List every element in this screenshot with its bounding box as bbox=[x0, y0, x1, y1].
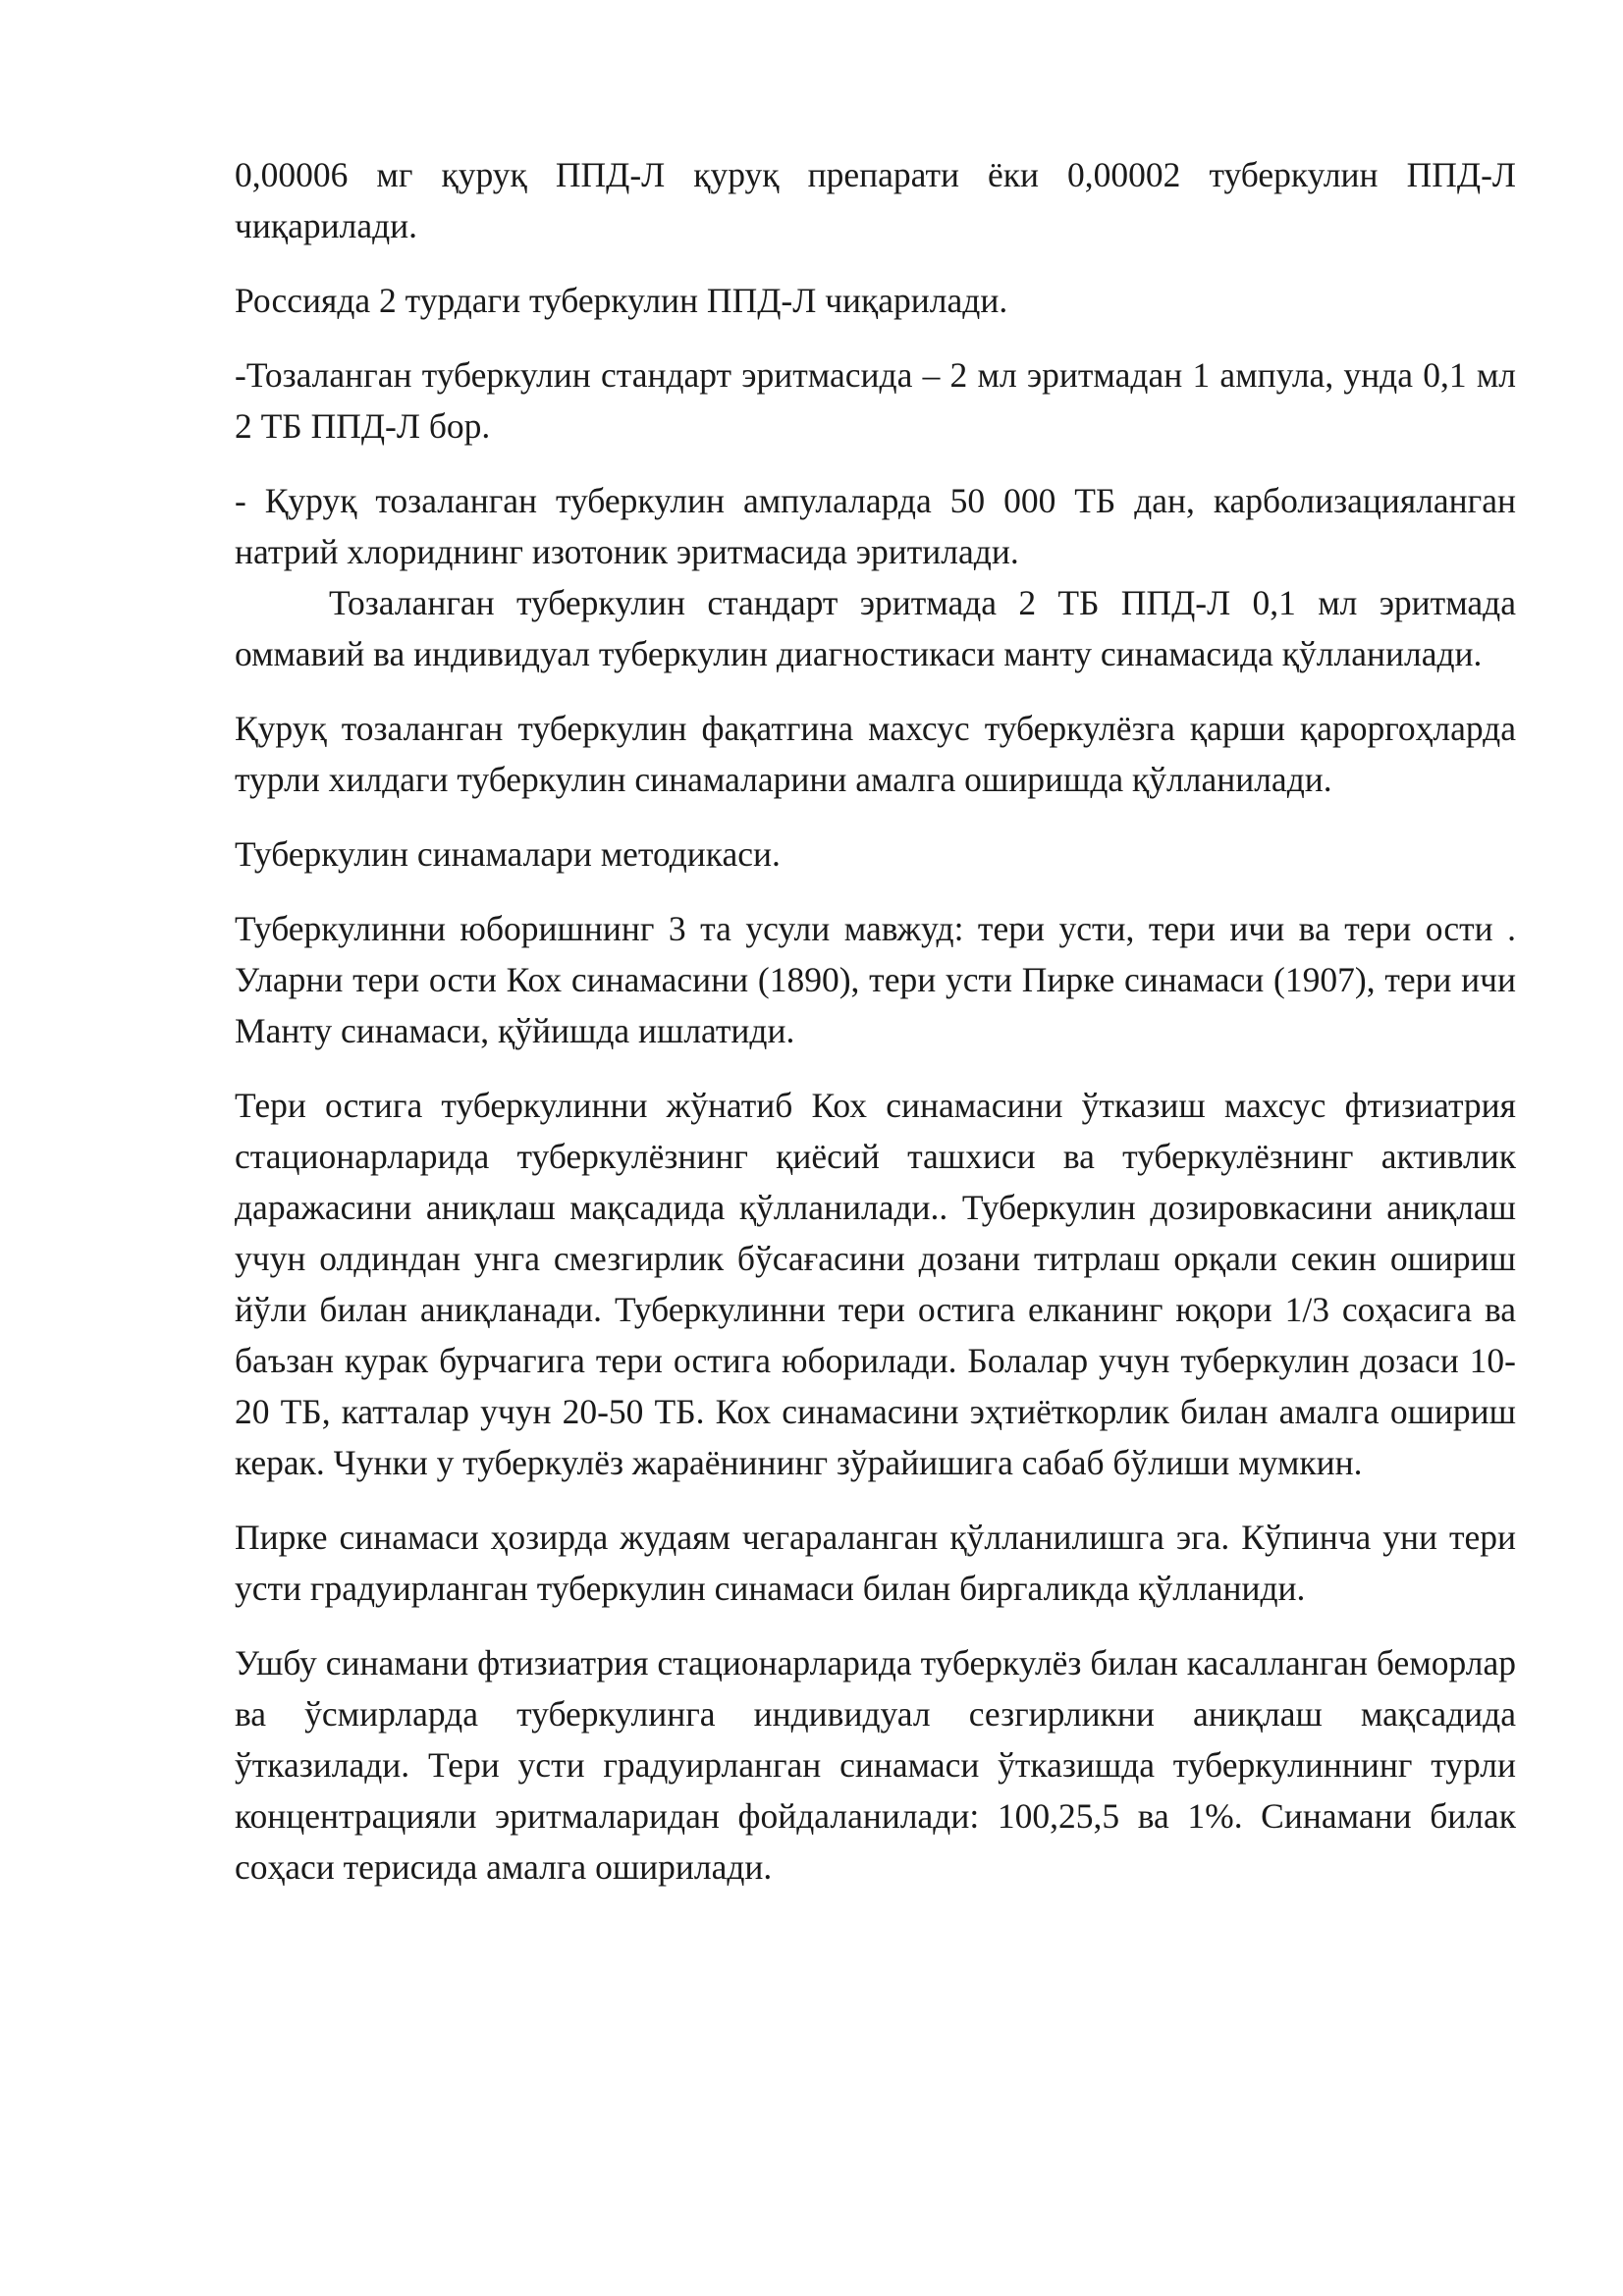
paragraph-ppd-dose: 0,00006 мг қуруқ ППД-Л қуруқ препарати ёки 0,00002 туберкулин ППД-Л чиқарилади. bbox=[235, 155, 1516, 245]
paragraph-standard-solution: -Тозаланган туберкулин стандарт эритмасида – 2 мл эритмадан 1 ампула, унда 0,1 мл 2 ТБ ППД-Л бор. bbox=[235, 355, 1516, 446]
paragraph-mantoux-usage: Тозаланган туберкулин стандарт эритмада 2 ТБ ППД-Л 0,1 мл эритмада оммавий ва индивидуал туберкулин диагностикаси манту синамасида қўлланилади. bbox=[235, 583, 1516, 673]
paragraph-dry-tuberculin: - Қуруқ тозаланган туберкулин ампулаларда 50 000 ТБ дан, карболизацияланган натрий хлориднинг изотоник эритмасида эритилади. bbox=[235, 481, 1516, 571]
paragraph-russia-types: Россияда 2 турдаги туберкулин ППД-Л чиқарилади. bbox=[235, 281, 1008, 320]
paragraph-three-methods: Туберкулинни юборишнинг 3 та усули мавжуд: тери усти, тери ичи ва тери ости . Уларни тери ости Кох синамасини (1890), тери усти Пирке синамаси (1907), тери ичи Манту синамаси, қўйишда ишлатиди. bbox=[235, 909, 1516, 1050]
document-body bbox=[235, 149, 1516, 1916]
paragraph-pirquet-test: Пирке синамаси ҳозирда жудаям чегараланган қўлланилишга эга. Кўпинча уни тери усти градуирланган туберкулин синамаси билан биргаликда қўлланиди. bbox=[235, 1518, 1516, 1608]
paragraph-dry-usage: Қуруқ тозаланган туберкулин фақатгина махсус туберкулёзга қарши қароргоҳларда турли хилдаги туберкулин синамаларини амалга оширишда қўлланилади. bbox=[235, 709, 1516, 799]
paragraph-koch-test: Тери остига туберкулинни жўнатиб Кох синамасини ўтказиш махсус фтизиатрия стационарларида туберкулёзнинг қиёсий ташхиси ва туберкулёзнинг активлик даражасини аниқлаш мақсадида қўлланилади.. Туберкулин дозировкасини аниқлаш учун олдиндан унга смезгирлик бўсағасини дозани титрлаш орқали секин ошириш йўли билан аниқланади. Туберкулинни тери остига елканинг юқори 1/3 соҳасига ва баъзан курак бурчагига тери остига юборилади. Болалар учун туберкулин дозаси 10-20 ТБ, катталар учун 20-50 ТБ. Кох синамасини эҳтиёткорлик билан амалга ошириш керак. Чунки у туберкулёз жараёнининг зўрайишига сабаб бўлиши мумкин. bbox=[235, 1086, 1516, 1482]
paragraph-methods-heading: Туберкулин синамалари методикаси. bbox=[235, 834, 781, 874]
paragraph-graduated-test: Ушбу синамани фтизиатрия стационарларида туберкулёз билан касалланган беморлар ва ўсмирларда туберкулинга индивидуал сезгирликни аниқлаш мақсадида ўтказилади. Тери усти градуирланган синамаси ўтказишда туберкулиннинг турли концентрацияли эритмаларидан фойдаланилади: 100,25,5 ва 1%. Синамани билак соҳаси терисида амалга оширилади. bbox=[235, 1643, 1516, 1887]
